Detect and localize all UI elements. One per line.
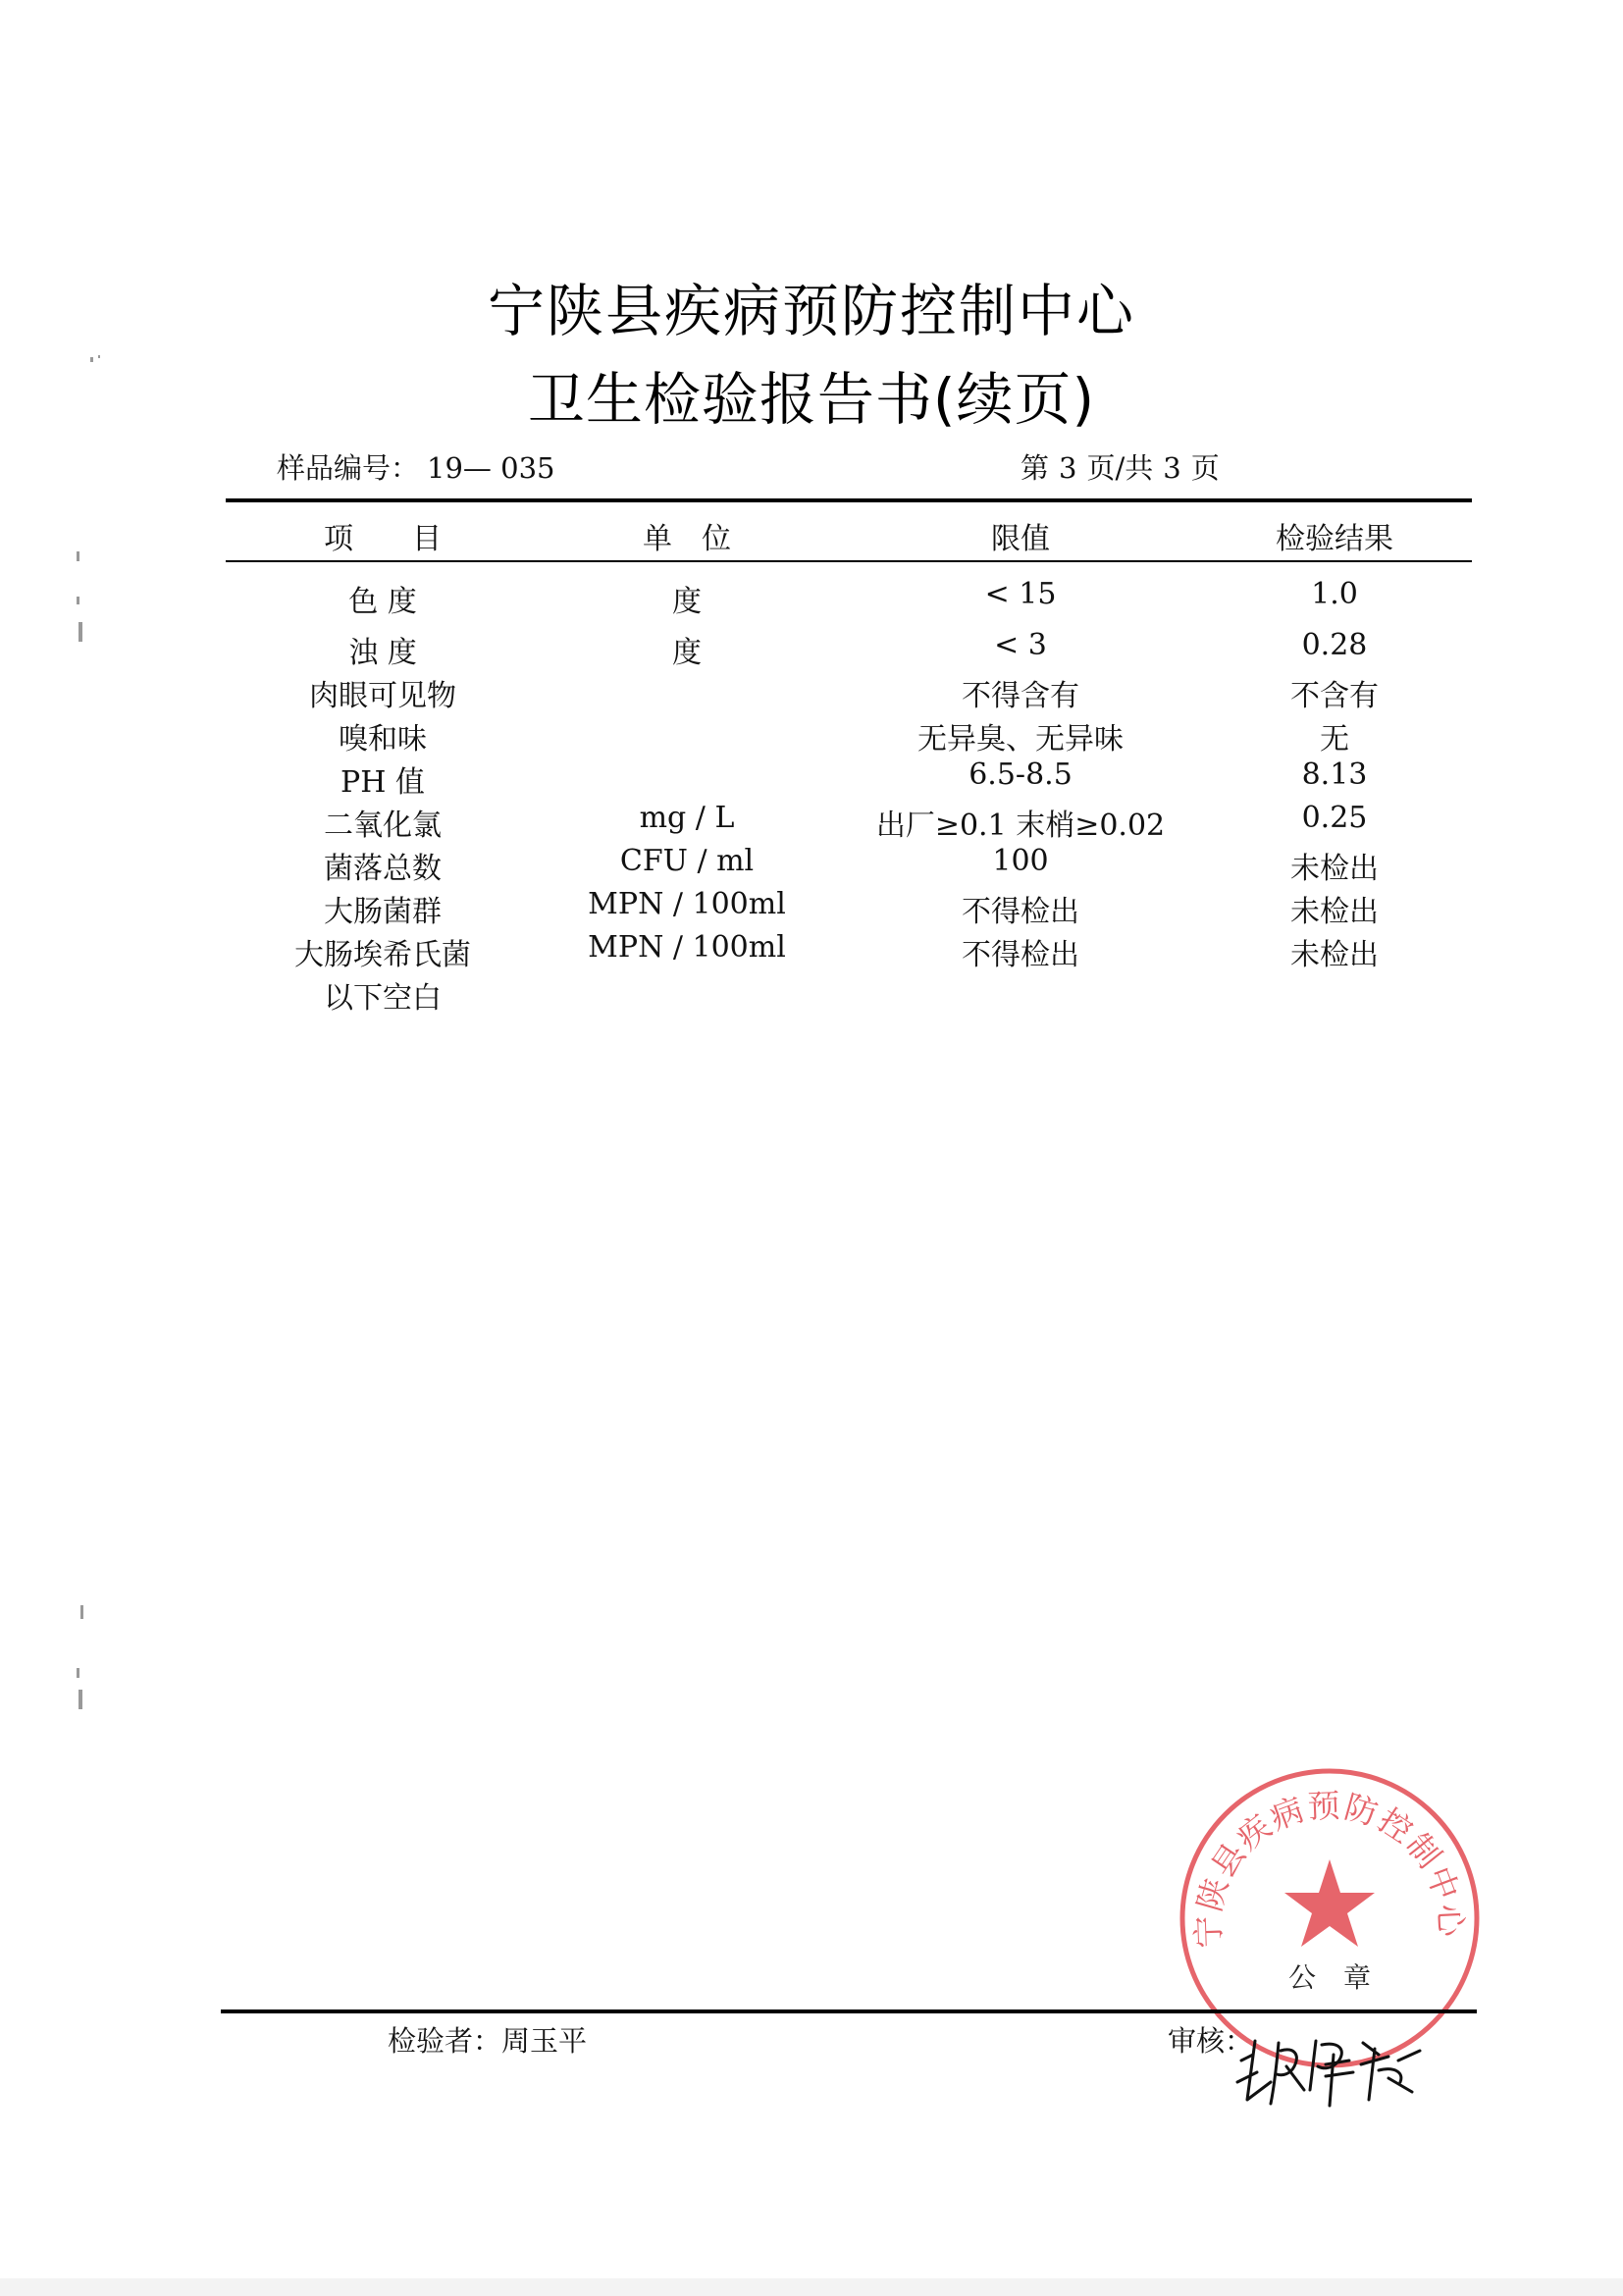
- column-header-result: 检验结果: [1276, 522, 1393, 556]
- cell-result: 1.0: [1311, 577, 1358, 611]
- sample-number: [277, 446, 555, 487]
- reviewer-signature: [1231, 2021, 1428, 2110]
- cell-unit: 度: [672, 636, 702, 670]
- cell-result: 0.25: [1301, 801, 1368, 835]
- scan-bottom-strip: [0, 2278, 1623, 2296]
- cell-result: 8.13: [1301, 757, 1368, 792]
- cell-unit: 度: [672, 585, 702, 619]
- page-prefix: 第: [1021, 451, 1050, 485]
- cell-unit: MPN / 100ml: [588, 887, 786, 921]
- table-top-rule: [226, 498, 1472, 502]
- cell-item: 大肠埃希氏菌: [294, 938, 471, 972]
- sample-number-value: 19— 035: [427, 451, 555, 485]
- cell-item: 肉眼可见物: [309, 679, 456, 713]
- doc-title: 卫生检验报告书(续页): [527, 366, 1096, 433]
- cell-item: 嗅和味: [339, 722, 427, 757]
- cell-unit: mg / L: [639, 801, 735, 835]
- cell-limit: < 3: [994, 628, 1047, 662]
- cell-result: 0.28: [1301, 628, 1368, 662]
- cell-limit: 不得检出: [962, 938, 1079, 972]
- cell-result: 不含有: [1290, 679, 1379, 713]
- column-header-item: 项 目: [324, 522, 442, 556]
- page-indicator: [1021, 446, 1220, 487]
- cell-limit: 6.5-8.5: [969, 757, 1073, 792]
- cell-item: 浊 度: [348, 636, 417, 670]
- inspector: [388, 2019, 587, 2060]
- cell-result: 未检出: [1290, 938, 1379, 972]
- page-mid: 页/共: [1086, 451, 1154, 485]
- table-header-rule: [226, 560, 1472, 562]
- page-total: 3: [1163, 451, 1181, 485]
- column-header-limit: 限值: [991, 522, 1050, 556]
- svg-text:公 章: 公 章: [1287, 1961, 1372, 1994]
- cell-limit: 100: [992, 844, 1049, 878]
- sample-number-label: 样品编号：: [277, 451, 420, 485]
- inspector-label: 检验者：: [388, 2024, 502, 2058]
- cell-unit: CFU / ml: [619, 844, 755, 878]
- cell-item: 以下空白: [324, 981, 442, 1016]
- cell-item: 二氧化氯: [324, 809, 442, 843]
- inspector-name: 周玉平: [501, 2024, 588, 2058]
- page-suffix: 页: [1190, 451, 1220, 485]
- cell-result: 未检出: [1290, 895, 1379, 929]
- reviewer-label: 审核：: [1168, 2024, 1254, 2058]
- column-header-unit: 单 位: [643, 522, 731, 556]
- cell-limit: < 15: [984, 577, 1057, 611]
- cell-limit: 无异臭、无异味: [917, 722, 1124, 757]
- cell-limit: 出厂≥0.1 末梢≥0.02: [875, 809, 1166, 843]
- cell-limit: 不得检出: [962, 895, 1079, 929]
- cell-limit: 不得含有: [962, 679, 1079, 713]
- cell-unit: MPN / 100ml: [588, 930, 786, 965]
- cell-item: 色 度: [348, 585, 417, 619]
- footer-rule: [221, 2009, 1477, 2013]
- page-current: 3: [1059, 451, 1077, 485]
- cell-item: PH 值: [340, 765, 425, 800]
- org-title: 宁陕县疾病预防控制中心: [487, 278, 1135, 344]
- cell-result: 未检出: [1290, 852, 1379, 886]
- cell-item: 大肠菌群: [324, 895, 442, 929]
- svg-text:宁陕县疾病预防控制中心: 宁陕县疾病预防控制中心: [1188, 1786, 1471, 1950]
- cell-result: 无: [1320, 722, 1349, 757]
- cell-item: 菌落总数: [324, 852, 442, 886]
